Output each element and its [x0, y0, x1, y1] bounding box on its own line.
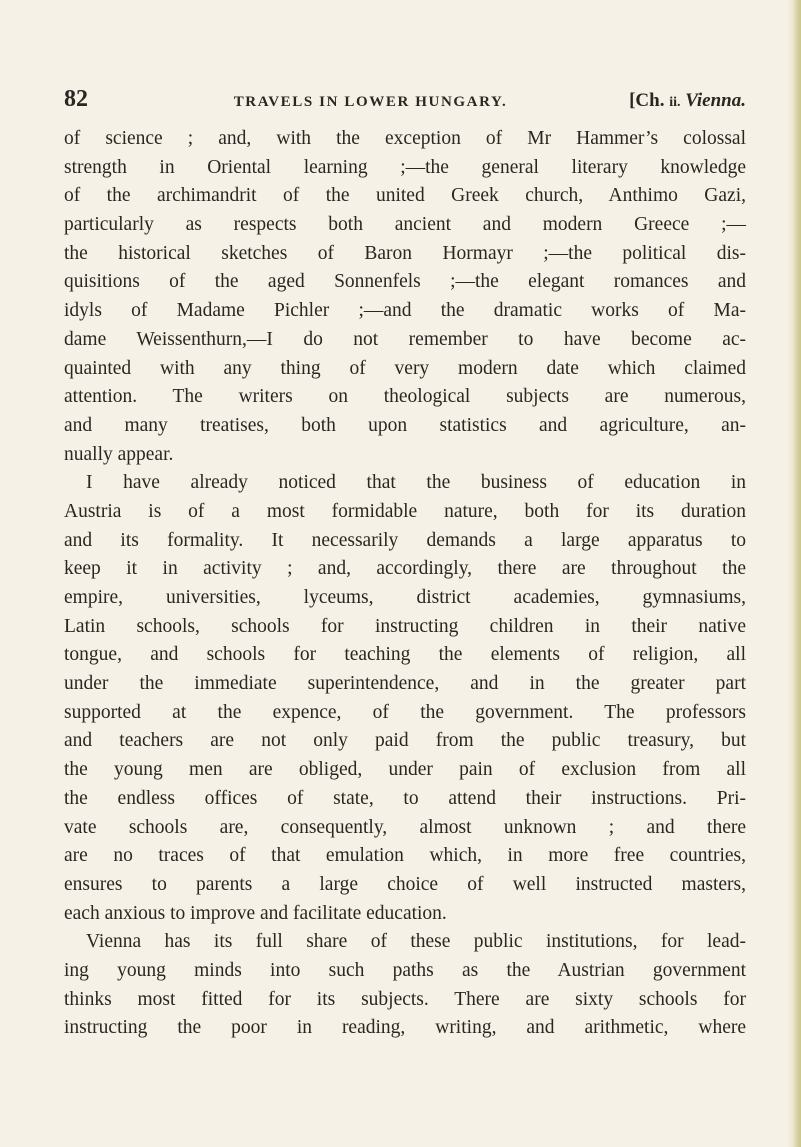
text-line: the historical sketches of Baron Hormayr ;—the political dis-	[64, 242, 746, 264]
text-line: and many treatises, both upon statistics and agriculture, an-	[64, 414, 746, 436]
text-line: attention. The writers on theological subjects are numerous,	[64, 386, 746, 408]
text-line: ensures to parents a large choice of well instructed masters,	[64, 873, 746, 895]
page-edge	[787, 0, 801, 1147]
text-line: thinks most fitted for its subjects. There are sixty schools for	[64, 988, 746, 1010]
text-line: strength in Oriental learning ;—the general literary knowledge	[64, 156, 746, 178]
text-line: Austria is of a most formidable nature, both for its duration	[64, 500, 746, 522]
text-line: idyls of Madame Pichler ;—and the dramatic works of Ma-	[64, 300, 746, 322]
text-line: ing young minds into such paths as the Austrian government	[64, 959, 746, 981]
chapter-place: Vienna.	[685, 90, 746, 111]
chapter-number: ii.	[669, 95, 681, 110]
text-line: the endless offices of state, to attend their instructions. Pri-	[64, 787, 746, 809]
page-number: 82	[64, 86, 88, 112]
text-line: particularly as respects both ancient and modern Greece ;—	[64, 214, 746, 236]
text-line: dame Weissenthurn,—I do not remember to have become ac-	[64, 328, 746, 350]
text-line: quainted with any thing of very modern date which claimed	[64, 357, 746, 379]
text-line: vate schools are, consequently, almost unknown ; and there	[64, 816, 746, 838]
body-text	[64, 125, 746, 1043]
chapter-open: [Ch.	[629, 90, 665, 111]
text-line: supported at the expence, of the government. The professors	[64, 701, 746, 723]
text-line: empire, universities, lyceums, district academies, gymnasiums,	[64, 587, 746, 608]
text-line: Latin schools, schools for instructing children in their native	[64, 615, 746, 637]
text-line: instructing the poor in reading, writing, and arithmetic, where	[64, 1017, 746, 1039]
text-line: of science ; and, with the exception of Mr Hammer’s colossal	[64, 128, 746, 149]
text-line: nually appear.	[64, 443, 174, 465]
running-title: TRAVELS IN LOWER HUNGARY.	[233, 94, 508, 110]
text-line: and its formality. It necessarily demands a large apparatus to	[64, 529, 746, 551]
text-line: Vienna has its full share of these public institutions, for lead-	[86, 931, 746, 953]
chapter-reference	[629, 90, 746, 112]
text-line: tongue, and schools for teaching the elements of religion, all	[64, 644, 746, 666]
running-head	[64, 86, 746, 114]
text-line: keep it in activity ; and, accordingly, there are throughout the	[64, 558, 746, 580]
text-line: are no traces of that emulation which, in more free countries,	[64, 845, 746, 867]
text-line: of the archimandrit of the united Greek church, Anthimo Gazi,	[64, 185, 746, 207]
text-line: and teachers are not only paid from the public treasury, but	[64, 730, 746, 752]
text-line: I have already noticed that the business of education in	[86, 472, 746, 494]
text-line: quisitions of the aged Sonnenfels ;—the elegant romances and	[64, 271, 746, 293]
text-line: each anxious to improve and facilitate education.	[64, 902, 447, 924]
text-line: under the immediate superintendence, and in the greater part	[64, 673, 746, 695]
text-line: the young men are obliged, under pain of exclusion from all	[64, 759, 746, 781]
